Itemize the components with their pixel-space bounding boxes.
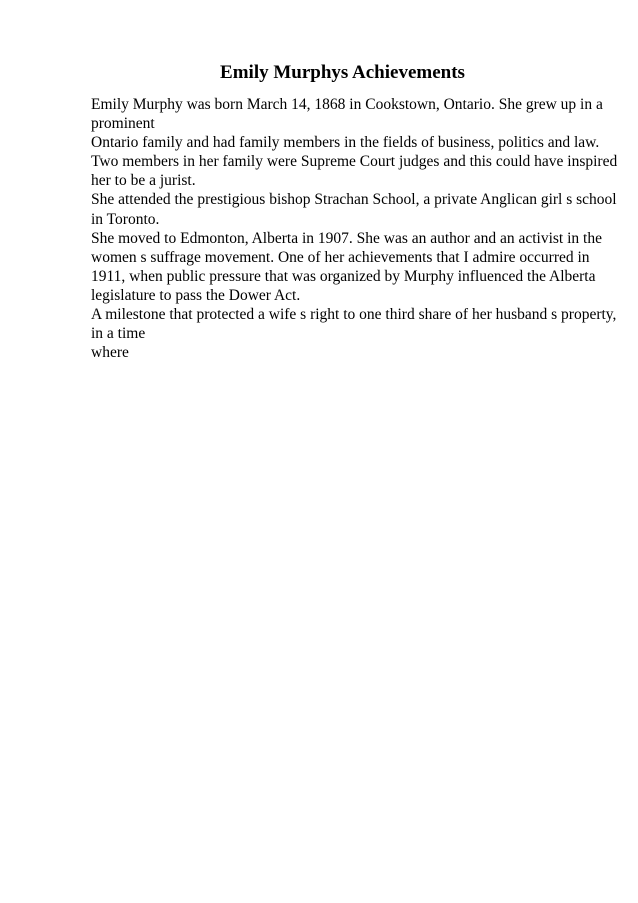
document-body xyxy=(91,95,618,362)
body-line: Emily Murphy was born March 14, 1868 in Cookstown, Ontario. She grew up in a xyxy=(91,96,603,113)
body-line: prominent xyxy=(91,115,155,133)
body-line: Ontario family and had family members in the fields of business, politics and law. xyxy=(91,134,600,152)
body-line: in Toronto. xyxy=(91,210,160,228)
body-line: She attended the prestigious bishop Strachan School, a private Anglican girl s school xyxy=(91,191,617,209)
document-title: Emily Murphys Achievements xyxy=(220,62,465,83)
body-line: 1911, when public pressure that was organized by Murphy influenced the Alberta xyxy=(91,267,596,285)
body-line: in a time xyxy=(91,325,146,343)
body-line: her to be a jurist. xyxy=(91,172,196,190)
body-line: where xyxy=(91,344,129,362)
body-line: women s suffrage movement. One of her achievements that I admire occurred in xyxy=(91,248,590,266)
body-line: A milestone that protected a wife s right to one third share of her husband s property, xyxy=(91,306,617,324)
body-line: Two members in her family were Supreme Court judges and this could have inspired xyxy=(91,153,618,171)
body-line: She moved to Edmonton, Alberta in 1907. She was an author and an activist in the xyxy=(91,229,602,247)
body-line: legislature to pass the Dower Act. xyxy=(91,286,301,304)
